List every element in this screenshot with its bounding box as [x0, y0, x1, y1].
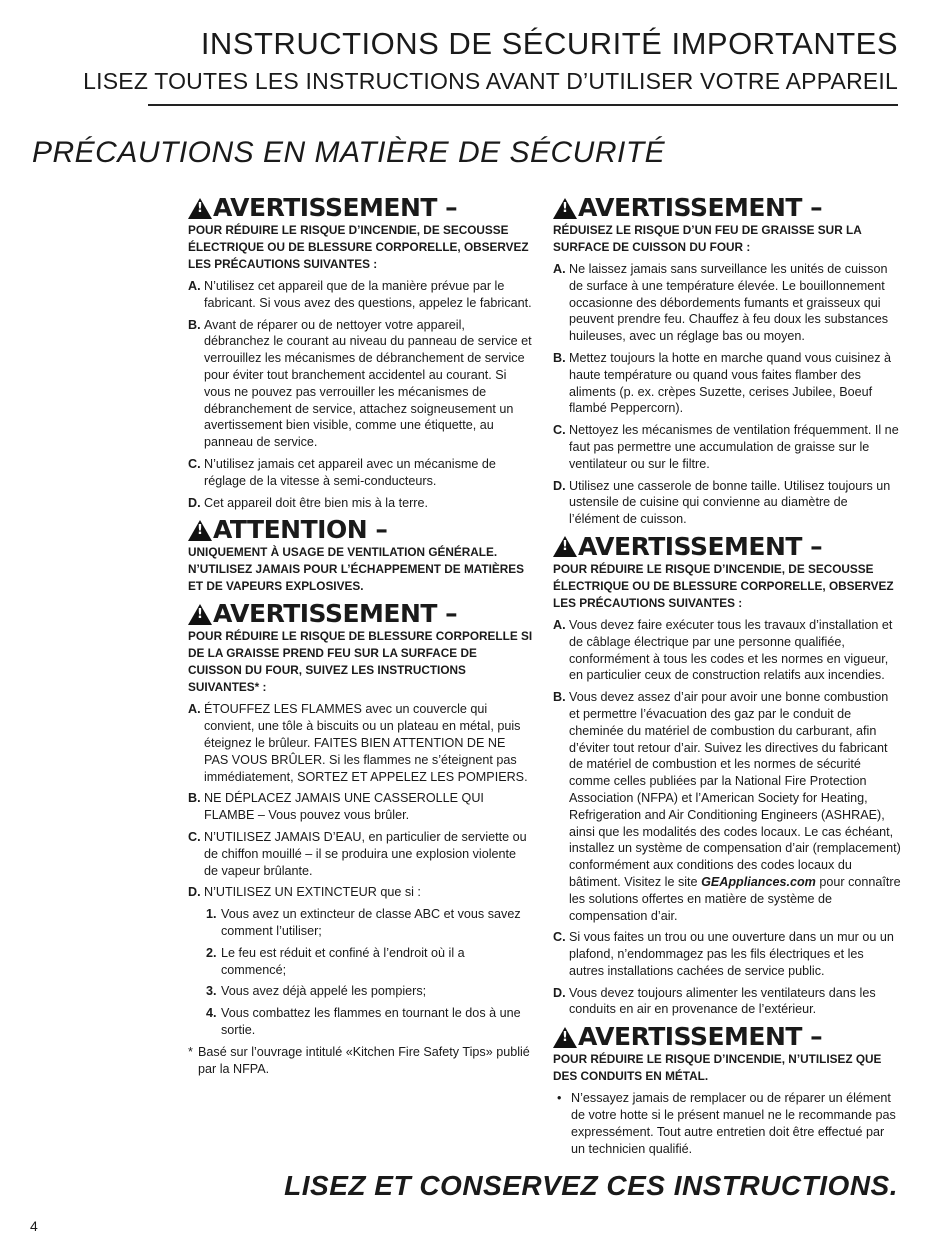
warning-triangle-icon	[188, 604, 212, 625]
warning-heading	[553, 1023, 901, 1051]
sub-item-number: 4.	[206, 1006, 217, 1021]
footnote	[188, 1044, 533, 1078]
item-text: NE DÉPLACEZ JAMAIS UNE CASSEROLLE QUI FLAMBE – Vous pouvez vous brûler.	[204, 791, 484, 823]
right-column	[553, 192, 901, 1157]
item-letter: C.	[553, 930, 566, 945]
list-item	[188, 317, 533, 451]
item-letter: D.	[553, 985, 566, 1000]
item-text: Si vous faites un trou ou une ouverture dans un mur ou un plafond, n’endommagez pas les fils électriques et les autres installations cachées de service public.	[569, 930, 894, 978]
sub-item-number: 2.	[206, 945, 217, 960]
sub-item-number: 1.	[206, 907, 217, 922]
header-subtitle: LISEZ TOUTES LES INSTRUCTIONS AVANT D’UTILISER VOTRE APPAREIL	[83, 68, 898, 94]
warning-heading-text: AVERTISSEMENT –	[578, 531, 823, 561]
item-text: Cet appareil doit être bien mis à la terre.	[204, 495, 429, 510]
warning-heading	[188, 600, 533, 628]
warning-heading-text: AVERTISSEMENT –	[578, 1022, 823, 1052]
list-item	[188, 701, 533, 785]
item-text: N’UTILISEZ UN EXTINCTEUR que si :	[204, 885, 421, 900]
item-text: Utilisez une casserole de bonne taille. Utilisez toujours un ustensile de cuisine qui convienne au diamètre de l’élément de cuisson.	[569, 478, 891, 527]
caution-heading-text: ATTENTION –	[213, 515, 388, 545]
footer-title: LISEZ ET CONSERVEZ CES INSTRUCTIONS.	[284, 1170, 898, 1201]
item-letter: B.	[553, 690, 566, 705]
bullet-dot: •	[557, 1091, 562, 1106]
warning-lead: RÉDUISEZ LE RISQUE D’UN FEU DE GRAISSE SUR LA SURFACE DE CUISSON DU FOUR :	[553, 223, 862, 254]
item-text-part: Vous devez assez d’air pour avoir une bonne combustion et permettre l’évacuation des gaz par le conduit de cheminée du matériel de combustion du carburant, afin d’éviter tout retour d’air. Suivez les directives du fabricant de matériel de combustion et les normes de sécurité comme celles publiées par la National Fire Protection Association (NFPA) et l’American Society for Heating, Refrigeration and Air Conditioning Engineers (ASHRAE), ainsi que les modalités des codes locaux. Le cas échéant, installez un système de compensation d’air (remplacement) conformément aux conditions des codes locaux du bâtiment. Visitez le site	[569, 690, 901, 889]
item-text: N’UTILISEZ JAMAIS D’EAU, en particulier de serviette ou de chiffon mouillé – il se produira une explosion violente de vapeur brûlante.	[204, 829, 527, 878]
sub-item-number: 3.	[206, 984, 217, 999]
item-text: Nettoyez les mécanismes de ventilation fréquemment. Il ne faut pas permettre une accumulation de graisse sur le ventilateur ou sur le filtre.	[569, 423, 899, 471]
warning-triangle-icon	[188, 198, 212, 219]
item-text: Vous devez toujours alimenter les ventilateurs dans les conduits en air en provenance de l’extérieur.	[569, 985, 876, 1017]
warning-heading-text: AVERTISSEMENT –	[213, 599, 458, 629]
bullet-text: N’essayez jamais de remplacer ou de réparer un élément de votre hotte si le présent manuel ne le recommande pas expressément. Tout autre entretien doit être effectué par un technicien qualifié.	[571, 1091, 896, 1156]
warning-lead: POUR RÉDUIRE LE RISQUE DE BLESSURE CORPORELLE SI DE LA GRAISSE PREND FEU SUR LA SURFACE DE CUISSON DU FOUR, SUIVEZ LES INSTRUCTIONS SUIVANTES* :	[188, 629, 533, 695]
item-text: ÉTOUFFEZ LES FLAMMES avec un couvercle qui convient, une tôle à biscuits ou un plateau en métal, puis éteignez le brûleur. FAITES BIEN ATTENTION DE NE PAS VOUS BRÛLER. Si les flammes ne s’éteignent pas immédiatement, SORTEZ ET APPELEZ LES POMPIERS.	[204, 702, 528, 784]
list-item	[553, 422, 901, 472]
website-link[interactable]: GEAppliances.com	[701, 874, 816, 889]
list-item	[553, 689, 901, 924]
item-text: N’utilisez jamais cet appareil avec un mécanisme de réglage de la vitesse à semi-conducteurs.	[204, 456, 496, 488]
warning-triangle-icon	[553, 1027, 577, 1048]
item-letter: B.	[188, 791, 201, 806]
sub-item-text: Vous combattez les flammes en tournant le dos à une sortie.	[221, 1006, 521, 1037]
item-letter: D.	[553, 478, 566, 493]
warning-triangle-icon	[188, 520, 212, 541]
list-item	[553, 929, 901, 979]
list-item	[553, 617, 901, 684]
item-text: N’utilisez cet appareil que de la manière prévue par le fabricant. Si vous avez des questions, appelez le fabricant.	[204, 279, 532, 310]
warning-lead: POUR RÉDUIRE LE RISQUE D’INCENDIE, DE SECOUSSE ÉLECTRIQUE OU DE BLESSURE CORPORELLE, OBSERVEZ LES PRÉCAUTIONS SUIVANTES :	[188, 223, 529, 271]
warning-heading-text: AVERTISSEMENT –	[578, 193, 823, 222]
list-item	[188, 790, 533, 824]
item-text	[569, 689, 901, 924]
warning-heading-text: AVERTISSEMENT –	[213, 193, 458, 222]
warning-lead: POUR RÉDUIRE LE RISQUE D’INCENDIE, DE SECOUSSE ÉLECTRIQUE OU DE BLESSURE CORPORELLE, OBSERVEZ LES PRÉCAUTIONS SUIVANTES :	[553, 561, 894, 610]
item-letter: B.	[188, 317, 201, 332]
item-letter: C.	[553, 423, 566, 438]
footnote-mark: *	[188, 1044, 193, 1059]
item-letter: B.	[553, 350, 566, 365]
list-item	[553, 478, 901, 528]
list-item	[553, 350, 901, 417]
section-title: PRÉCAUTIONS EN MATIÈRE DE SÉCURITÉ	[32, 136, 666, 169]
item-text: Mettez toujours la hotte en marche quand vous cuisinez à haute température ou quand vous faites flamber des aliments (p. ex. crèpes Suzette, cerises Jubilee, Boeuf flambé Peppercorn).	[569, 350, 892, 416]
item-letter: C.	[188, 829, 201, 844]
warning-heading	[188, 194, 533, 222]
footnote-text: Basé sur l’ouvrage intitulé «Kitchen Fire Safety Tips» publié par la NFPA.	[198, 1044, 530, 1076]
list-item	[553, 261, 901, 345]
warning-heading	[553, 194, 901, 222]
item-letter: D.	[188, 495, 201, 510]
page-number: 4	[30, 1218, 38, 1234]
list-item	[188, 884, 533, 901]
list-item	[188, 456, 533, 490]
item-text-part: pour connaître les solutions offertes en matière de système de compensation d’air.	[569, 874, 901, 923]
sub-item	[206, 945, 533, 979]
header-title: INSTRUCTIONS DE SÉCURITÉ IMPORTANTES	[200, 26, 898, 61]
left-column	[188, 192, 533, 1077]
warning-lead: POUR RÉDUIRE LE RISQUE D’INCENDIE, N’UTILISEZ QUE DES CONDUITS EN MÉTAL.	[553, 1052, 882, 1084]
header-divider	[148, 104, 898, 106]
item-text: Avant de réparer ou de nettoyer votre appareil, débranchez le courant au niveau du panneau de service et verrouillez les mécanismes de débranchement de service pour éviter tout branchement accidentel au courant. Si vous ne pouvez pas verrouiller les mécanismes de débranchement de service, attachez soigneusement un avertissement bien visible, comme une étiquette, au panneau de service.	[204, 317, 532, 450]
item-text: Vous devez faire exécuter tous les travaux d’installation et de câblage électrique par une personne qualifiée, conformément à tous les codes et les normes en vigueur, en particulier ceux de construction relatifs aux incendies.	[569, 617, 893, 683]
sub-item	[206, 906, 533, 940]
caution-lead: UNIQUEMENT À USAGE DE VENTILATION GÉNÉRALE. N’UTILISEZ JAMAIS POUR L’ÉCHAPPEMENT DE MATIÈRES ET DE VAPEURS EXPLOSIVES.	[188, 545, 525, 594]
warning-heading	[553, 533, 901, 561]
item-letter: D.	[188, 885, 201, 900]
item-text: Ne laissez jamais sans surveillance les unités de cuisson de surface à une température élevée. Le bouillonnement occasionne des débordements fumants et graisseux qui peuvent prendre feu. Chauffez à feu doux les substances huileuses, avec un réglage bas ou moyen.	[569, 262, 889, 344]
sub-item	[206, 1005, 533, 1039]
sub-item	[206, 983, 533, 1000]
item-letter: A.	[553, 617, 566, 632]
list-item	[188, 278, 533, 312]
item-letter: C.	[188, 456, 201, 471]
list-item	[553, 985, 901, 1019]
warning-triangle-icon	[553, 536, 577, 557]
sub-item-text: Vous avez un extincteur de classe ABC et vous savez comment l’utiliser;	[221, 907, 521, 938]
warning-triangle-icon	[553, 198, 577, 219]
item-letter: A.	[188, 279, 201, 293]
list-item	[188, 495, 533, 512]
item-letter: A.	[188, 702, 201, 717]
list-item	[188, 829, 533, 879]
sub-item-text: Vous avez déjà appelé les pompiers;	[221, 984, 427, 999]
caution-heading	[188, 516, 533, 544]
item-letter: A.	[553, 262, 566, 276]
bullet-item	[557, 1090, 901, 1157]
sub-item-text: Le feu est réduit et confiné à l’endroit où il a commencé;	[221, 945, 465, 977]
